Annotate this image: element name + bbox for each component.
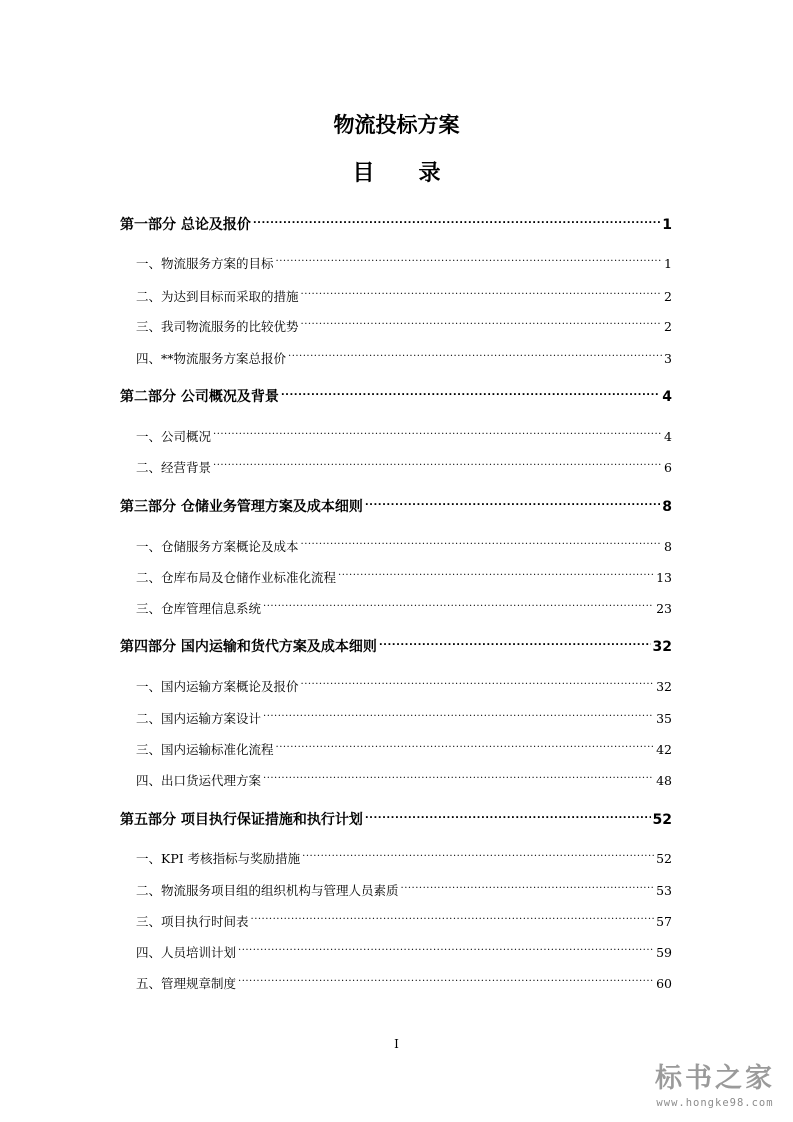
dot-leader — [281, 379, 660, 401]
toc-page-number: 52 — [656, 851, 672, 866]
document-title: 物流投标方案 — [333, 113, 460, 137]
dot-leader — [213, 419, 662, 441]
dot-leader — [263, 591, 654, 613]
toc-page-number: 57 — [656, 914, 672, 929]
dot-leader — [301, 529, 663, 551]
toc-part-title: 第一部分 总论及报价 — [120, 217, 251, 233]
toc-page-number: 6 — [664, 460, 672, 475]
toc-page-number: 35 — [656, 711, 672, 726]
dot-leader — [251, 904, 655, 926]
toc-part-2[interactable] — [120, 379, 672, 405]
dot-leader — [301, 669, 655, 691]
toc-part-3[interactable] — [120, 489, 672, 515]
toc-section-title: 一、国内运输方案概论及报价 — [136, 679, 299, 694]
footer-page-number: I — [394, 1037, 399, 1051]
toc-page-number: 42 — [656, 742, 672, 757]
dot-leader — [302, 841, 654, 863]
toc-section-title: 一、仓储服务方案概论及成本 — [136, 539, 299, 554]
toc-page-number: 3 — [664, 351, 672, 366]
toc-section-title: 三、仓库管理信息系统 — [136, 601, 262, 616]
toc-section-title: 二、仓库布局及仓储作业标准化流程 — [136, 570, 337, 585]
toc-section-2-2[interactable] — [136, 450, 672, 475]
toc-section-4-1[interactable] — [136, 669, 672, 694]
toc-section-1-1[interactable] — [136, 246, 672, 271]
dot-leader — [238, 935, 654, 957]
toc-part-title: 第五部分 项目执行保证措施和执行计划 — [120, 812, 363, 828]
toc-section-5-4[interactable] — [136, 935, 672, 960]
dot-leader — [301, 309, 663, 331]
toc-page-number: 2 — [664, 319, 672, 334]
dot-leader — [301, 279, 663, 301]
toc-section-title: 三、国内运输标准化流程 — [136, 742, 274, 757]
toc-section-1-2[interactable] — [136, 279, 672, 304]
dot-leader — [238, 966, 654, 988]
toc-section-5-1[interactable] — [136, 841, 672, 866]
toc-section-title: 二、国内运输方案设计 — [136, 711, 262, 726]
toc-section-title: 四、出口货运代理方案 — [136, 773, 262, 788]
toc-page-number: 8 — [664, 539, 672, 554]
dot-leader — [365, 489, 660, 511]
toc-section-1-4[interactable] — [136, 341, 672, 366]
toc-section-5-2[interactable] — [136, 873, 672, 898]
dot-leader — [379, 629, 651, 651]
toc-section-title: 五、管理规章制度 — [136, 976, 237, 991]
toc-part-title: 第三部分 仓储业务管理方案及成本细则 — [120, 499, 363, 515]
toc-section-2-1[interactable] — [136, 419, 672, 444]
toc-section-5-5[interactable] — [136, 966, 672, 991]
toc-section-5-3[interactable] — [136, 904, 672, 929]
toc-section-4-3[interactable] — [136, 732, 672, 757]
toc-section-title: 四、**物流服务方案总报价 — [136, 351, 287, 366]
toc-page-number: 60 — [656, 976, 672, 991]
toc-section-4-2[interactable] — [136, 701, 672, 726]
dot-leader — [276, 732, 655, 754]
toc-page-number: 8 — [662, 499, 672, 515]
toc-section-title: 一、KPI 考核指标与奖励措施 — [136, 851, 301, 866]
dot-leader — [365, 802, 651, 824]
dot-leader — [276, 246, 663, 268]
dot-leader — [288, 341, 662, 363]
toc-section-title: 一、公司概况 — [136, 429, 212, 444]
toc-page-number: 1 — [664, 256, 672, 271]
watermark-logo — [645, 1062, 785, 1110]
dot-leader — [213, 450, 662, 472]
toc-part-4[interactable] — [120, 629, 672, 655]
toc-section-title: 一、物流服务方案的目标 — [136, 256, 274, 271]
toc-section-3-3[interactable] — [136, 591, 672, 616]
toc-page-number: 4 — [662, 389, 672, 405]
toc-section-4-4[interactable] — [136, 763, 672, 788]
toc-page-number: 53 — [656, 883, 672, 898]
watermark-logo-text: 标书之家 — [655, 1063, 775, 1094]
toc-section-3-2[interactable] — [136, 560, 672, 585]
toc-section-title: 四、人员培训计划 — [136, 945, 237, 960]
toc-page-number: 13 — [656, 570, 672, 585]
toc-section-title: 二、为达到目标而采取的措施 — [136, 289, 299, 304]
toc-part-title: 第二部分 公司概况及背景 — [120, 389, 279, 405]
toc-part-5[interactable] — [120, 802, 672, 828]
dot-leader — [253, 207, 660, 229]
toc-page-number: 48 — [656, 773, 672, 788]
dot-leader — [401, 873, 655, 895]
toc-page-number: 2 — [664, 289, 672, 304]
toc-page-number: 23 — [656, 601, 672, 616]
toc-part-1[interactable] — [120, 207, 672, 233]
toc-section-1-3[interactable] — [136, 309, 672, 334]
watermark-url: www.hongke98.com — [656, 1097, 774, 1109]
toc-section-3-1[interactable] — [136, 529, 672, 554]
dot-leader — [263, 701, 654, 723]
toc-section-title: 三、我司物流服务的比较优势 — [136, 319, 299, 334]
toc-page-number: 1 — [662, 217, 672, 233]
toc-page-number: 52 — [652, 812, 672, 828]
toc-page-number: 32 — [656, 679, 672, 694]
dot-leader — [338, 560, 654, 582]
toc-heading: 目 录 — [352, 161, 441, 186]
toc-section-title: 二、经营背景 — [136, 460, 212, 475]
dot-leader — [263, 763, 654, 785]
toc-section-title: 二、物流服务项目组的组织机构与管理人员素质 — [136, 883, 399, 898]
toc-part-title: 第四部分 国内运输和货代方案及成本细则 — [120, 639, 377, 655]
toc-page-number: 32 — [652, 639, 672, 655]
toc-page-number: 59 — [656, 945, 672, 960]
toc-section-title: 三、项目执行时间表 — [136, 914, 249, 929]
toc-page-number: 4 — [664, 429, 672, 444]
